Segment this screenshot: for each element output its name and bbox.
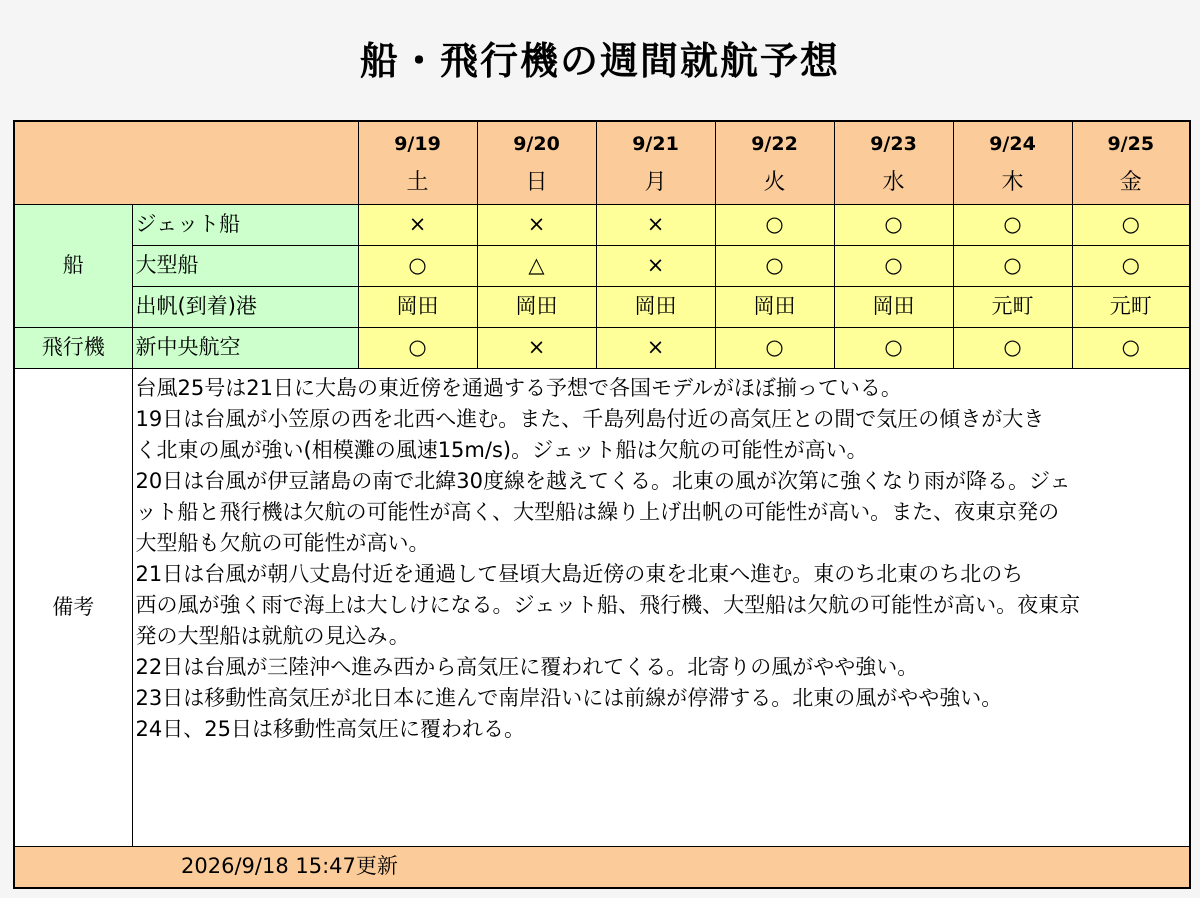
note-line: 20日は台風が伊豆諸島の南で北緯30度線を越えてくる。北東の風が次第に強くなり雨が降る。ジェ bbox=[135, 468, 1071, 493]
day-header bbox=[834, 121, 953, 204]
day-header bbox=[477, 121, 596, 204]
day-header bbox=[953, 121, 1072, 204]
day-date: 9/21 bbox=[632, 133, 679, 156]
row-label: ジェット船 bbox=[132, 204, 358, 245]
day-of-week: 金 bbox=[1119, 170, 1142, 196]
group-ship: 船 bbox=[14, 204, 132, 327]
row-large-ship bbox=[14, 245, 1190, 286]
row-label: 新中央航空 bbox=[132, 327, 358, 368]
status-cell: × bbox=[477, 327, 596, 368]
day-date: 9/19 bbox=[394, 133, 441, 156]
port-cell: 岡田 bbox=[477, 286, 596, 327]
row-airline bbox=[14, 327, 1190, 368]
notes-row bbox=[14, 368, 1190, 846]
day-of-week: 日 bbox=[525, 170, 548, 196]
status-cell: ○ bbox=[715, 327, 834, 368]
row-label: 出帆(到着)港 bbox=[132, 286, 358, 327]
page-title: 船・飛行機の週間就航予想 bbox=[359, 39, 840, 83]
header-row bbox=[14, 121, 1190, 204]
note-line: ット船と飛行機は欠航の可能性が高く、大型船は繰り上げ出帆の可能性が高い。また、夜東京発の bbox=[135, 499, 1060, 524]
status-cell: △ bbox=[477, 245, 596, 286]
header-corner bbox=[14, 121, 358, 204]
status-cell: ○ bbox=[715, 245, 834, 286]
note-line: 24日、25日は移動性高気圧に覆われる。 bbox=[135, 716, 525, 741]
note-line: く北東の風が強い(相模灘の風速15m/s)。ジェット船は欠航の可能性が高い。 bbox=[135, 437, 868, 462]
status-cell: × bbox=[477, 204, 596, 245]
day-of-week: 月 bbox=[644, 170, 667, 196]
status-cell: ○ bbox=[953, 204, 1072, 245]
status-cell: ○ bbox=[953, 245, 1072, 286]
group-plane: 飛行機 bbox=[14, 327, 132, 368]
port-cell: 岡田 bbox=[715, 286, 834, 327]
footer-row bbox=[14, 846, 1190, 888]
status-cell: ○ bbox=[834, 327, 953, 368]
forecast-table bbox=[13, 120, 1191, 889]
status-cell: ○ bbox=[834, 204, 953, 245]
day-date: 9/23 bbox=[870, 133, 917, 156]
note-line: 発の大型船は就航の見込み。 bbox=[135, 623, 410, 648]
port-cell: 岡田 bbox=[834, 286, 953, 327]
day-date: 9/25 bbox=[1107, 133, 1155, 156]
status-cell: × bbox=[596, 245, 715, 286]
row-port bbox=[14, 286, 1190, 327]
day-header bbox=[715, 121, 834, 204]
day-of-week: 水 bbox=[882, 170, 905, 196]
day-date: 9/24 bbox=[989, 133, 1036, 156]
group-notes: 備考 bbox=[14, 368, 132, 846]
day-header bbox=[358, 121, 477, 204]
status-cell: × bbox=[596, 204, 715, 245]
status-cell: ○ bbox=[715, 204, 834, 245]
day-header bbox=[596, 121, 715, 204]
status-cell: ○ bbox=[1072, 245, 1190, 286]
day-header bbox=[1072, 121, 1190, 204]
status-cell: ○ bbox=[358, 245, 477, 286]
note-line: 21日は台風が朝八丈島付近を通過して昼頃大島近傍の東を北東へ進む。東のち北東のち北のち bbox=[135, 561, 1024, 586]
row-jet-ship bbox=[14, 204, 1190, 245]
status-cell: ○ bbox=[1072, 204, 1190, 245]
note-line: 西の風が強く雨で海上は大しけになる。ジェット船、飛行機、大型船は欠航の可能性が高い。夜東京 bbox=[135, 592, 1081, 617]
status-cell: ○ bbox=[834, 245, 953, 286]
status-cell: × bbox=[596, 327, 715, 368]
day-date: 9/20 bbox=[513, 133, 560, 156]
updated-timestamp: 2026/9/18 15:47更新 bbox=[14, 846, 1190, 888]
port-cell: 元町 bbox=[1072, 286, 1190, 327]
note-line: 22日は台風が三陸沖へ進み西から高気圧に覆われてくる。北寄りの風がやや強い。 bbox=[135, 654, 919, 679]
day-of-week: 火 bbox=[763, 170, 786, 196]
port-cell: 元町 bbox=[953, 286, 1072, 327]
note-line: 23日は移動性高気圧が北日本に進んで南岸沿いには前線が停滞する。北東の風がやや強い。 bbox=[135, 685, 1003, 710]
status-cell: ○ bbox=[953, 327, 1072, 368]
day-of-week: 木 bbox=[1001, 170, 1024, 196]
note-line: 大型船も欠航の可能性が高い。 bbox=[135, 530, 430, 555]
port-cell: 岡田 bbox=[596, 286, 715, 327]
notes-text bbox=[132, 368, 1190, 846]
row-label: 大型船 bbox=[132, 245, 358, 286]
day-of-week: 土 bbox=[406, 170, 429, 196]
status-cell: ○ bbox=[358, 327, 477, 368]
day-date: 9/22 bbox=[751, 133, 798, 156]
note-line: 台風25号は21日に大島の東近傍を通過する予想で各国モデルがほぼ揃っている。 bbox=[135, 375, 902, 400]
status-cell: × bbox=[358, 204, 477, 245]
note-line: 19日は台風が小笠原の西を北西へ進む。また、千島列島付近の高気圧との間で気圧の傾きが大き bbox=[135, 406, 1045, 431]
port-cell: 岡田 bbox=[358, 286, 477, 327]
status-cell: ○ bbox=[1072, 327, 1190, 368]
